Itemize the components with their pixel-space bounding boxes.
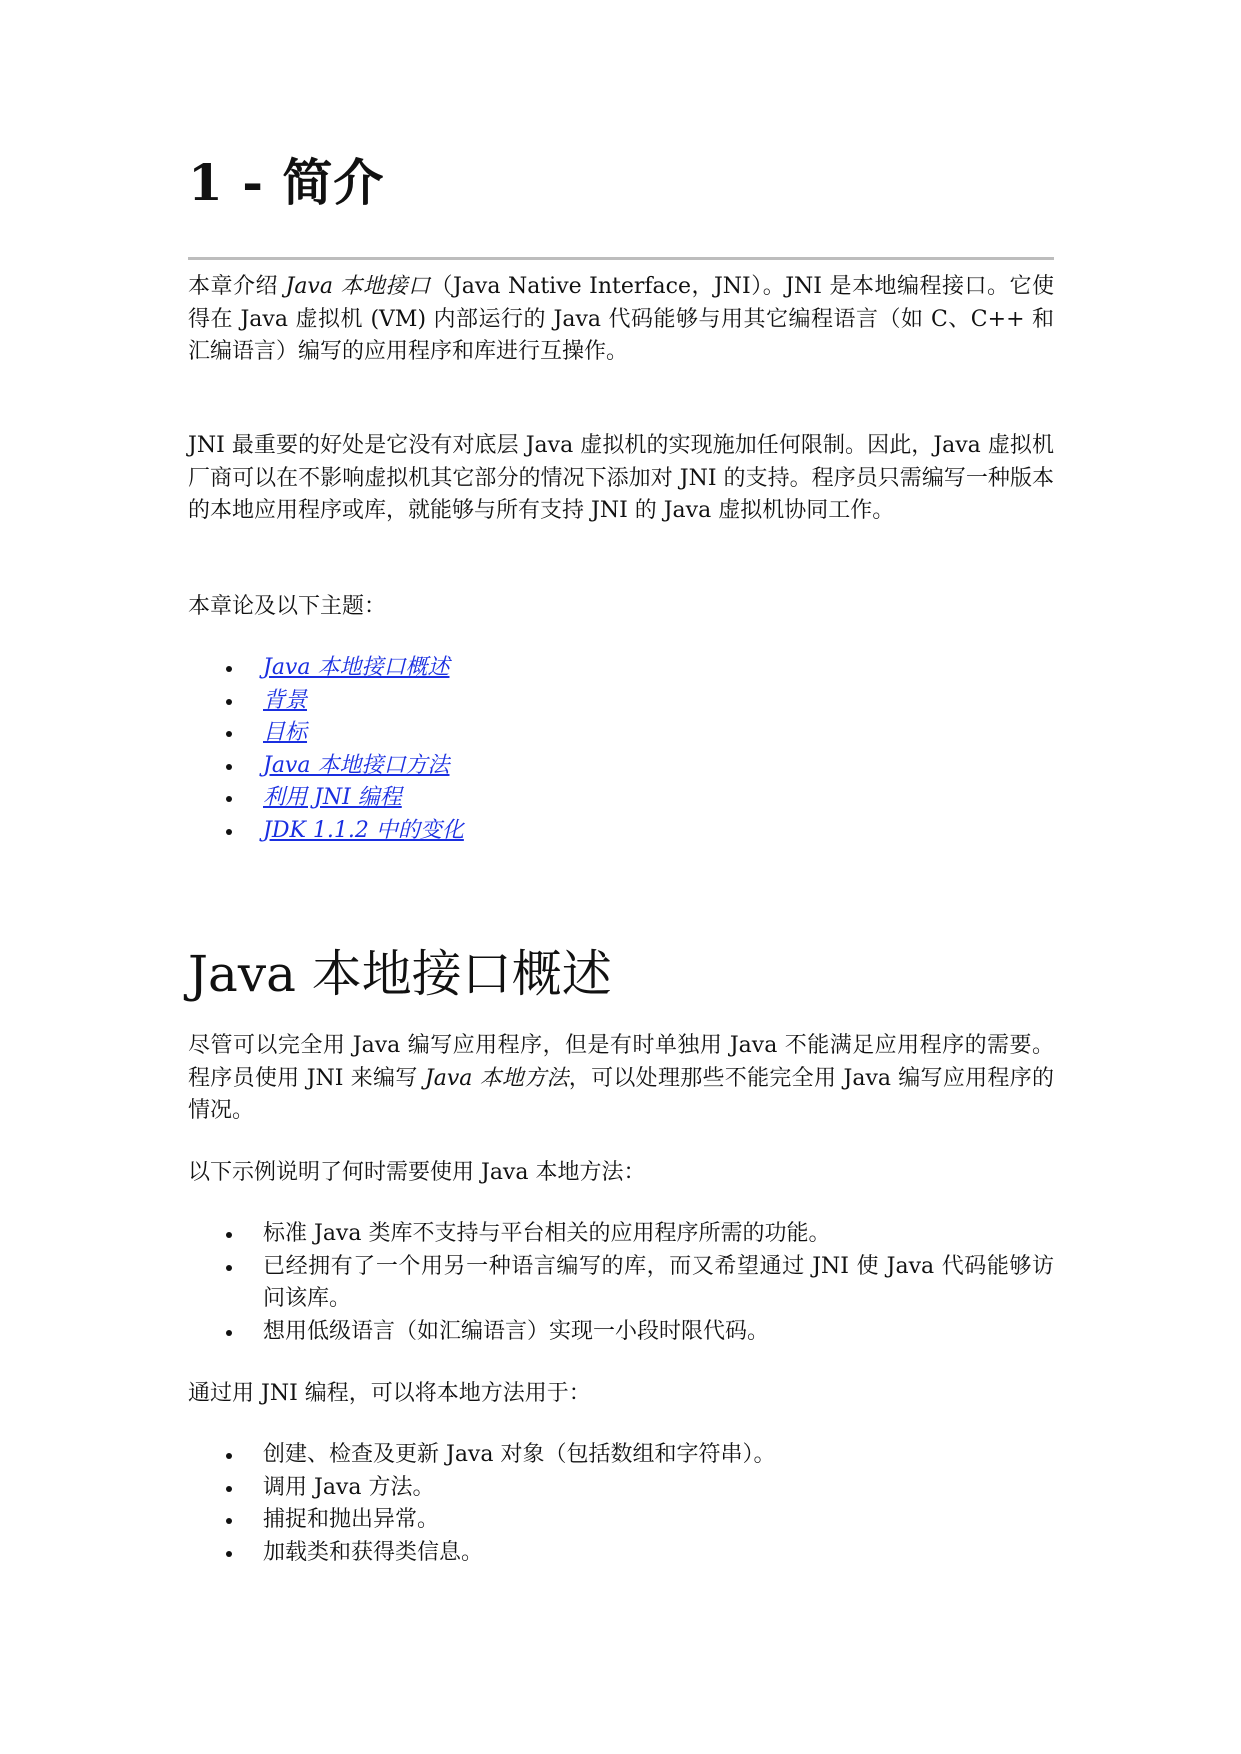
topic-item: [263, 685, 1054, 718]
example-item: 想用低级语言（如汇编语言）实现一小段时限代码。: [263, 1316, 1054, 1349]
chapter-title: 1 - 简介: [188, 153, 385, 212]
intro-paragraph: [188, 271, 1054, 369]
topic-link-overview[interactable]: Java 本地接口概述: [263, 655, 450, 680]
topic-item: [263, 652, 1054, 685]
intro-emphasis: Java 本地接口: [285, 274, 431, 299]
overview-emphasis: Java 本地方法: [424, 1065, 569, 1091]
topics-intro: 本章论及以下主题：: [188, 594, 387, 619]
topics-list: [263, 652, 1054, 847]
topic-item: [263, 815, 1054, 848]
title-divider: [188, 257, 1054, 260]
topic-link-programming[interactable]: 利用 JNI 编程: [263, 785, 402, 810]
example-item: 标准 Java 类库不支持与平台相关的应用程序所需的功能。: [263, 1218, 1054, 1251]
use-item: 调用 Java 方法。: [263, 1472, 1054, 1505]
section-title-overview: Java 本地接口概述: [188, 945, 612, 1003]
use-item: 加载类和获得类信息。: [263, 1537, 1054, 1570]
use-item: 捕捉和抛出异常。: [263, 1504, 1054, 1537]
examples-list: [263, 1218, 1054, 1348]
topic-item: [263, 782, 1054, 815]
topic-link-approach[interactable]: Java 本地接口方法: [263, 752, 450, 778]
benefit-paragraph: JNI 最重要的好处是它没有对底层 Java 虚拟机的实现施加任何限制。因此，Java 虚拟机厂商可以在不影响虚拟机其它部分的情况下添加对 JNI 的支持。程序员只需编写一种版本的本地应用程序或库，就能够与所有支持 JNI 的 Java 虚拟机协同工作。: [188, 433, 1054, 523]
overview-prefix: 尽管可以完全用 Java 编写应用程序，但是有时单独用 Java 不能满足应用程序的需要。程序员使用 JNI 来编写: [188, 1033, 1054, 1091]
intro-prefix: 本章介绍: [188, 274, 286, 299]
examples-intro: 以下示例说明了何时需要使用 Java 本地方法：: [188, 1160, 646, 1185]
overview-rest: ，可以处理那些不能完全用 Java 编写应用程序的情况。: [188, 1065, 1054, 1123]
topic-item: [263, 750, 1054, 783]
uses-intro: 通过用 JNI 编程，可以将本地方法用于：: [188, 1381, 591, 1406]
overview-paragraph: [188, 1030, 1054, 1128]
topic-link-jdk-changes[interactable]: JDK 1.1.2 中的变化: [263, 817, 464, 843]
use-item: 创建、检查及更新 Java 对象（包括数组和字符串）。: [263, 1439, 1054, 1472]
example-item: 已经拥有了一个用另一种语言编写的库，而又希望通过 JNI 使 Java 代码能够访问该库。: [263, 1251, 1054, 1316]
intro-rest: （Java Native Interface，JNI）。JNI 是本地编程接口。它使得在 Java 虚拟机 (VM) 内部运行的 Java 代码能够与用其它编程语言（如 C、C++ 和汇编语言）编写的应用程序和库进行互操作。: [188, 274, 1054, 364]
uses-list: [263, 1439, 1054, 1569]
topic-link-background[interactable]: 背景: [263, 687, 308, 713]
topic-item: [263, 717, 1054, 750]
topic-link-goals[interactable]: 目标: [263, 720, 308, 745]
